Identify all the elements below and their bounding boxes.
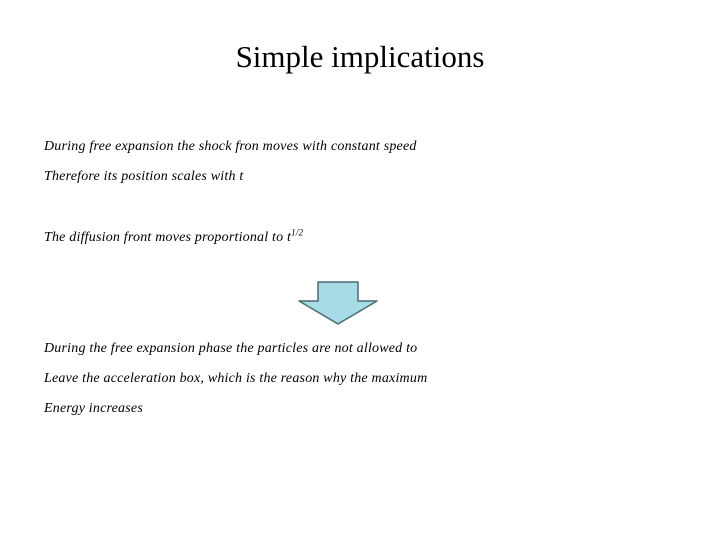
- text-line-3: [44, 229, 303, 247]
- text-line-4: During the free expansion phase the particles are not allowed to: [44, 341, 418, 356]
- slide-title: Simple implications: [235, 39, 485, 74]
- text-line-3-main: The diffusion front moves proportional to t: [44, 230, 292, 245]
- text-line-5: Leave the acceleration box, which is the reason why the maximum: [44, 371, 428, 386]
- exponent: 1/2: [291, 227, 304, 238]
- text-line-6: Energy increases: [44, 401, 143, 416]
- down-arrow-icon: [297, 281, 379, 325]
- text-line-1: During free expansion the shock fron moves with constant speed: [44, 139, 417, 154]
- text-line-2: Therefore its position scales with t: [44, 169, 244, 184]
